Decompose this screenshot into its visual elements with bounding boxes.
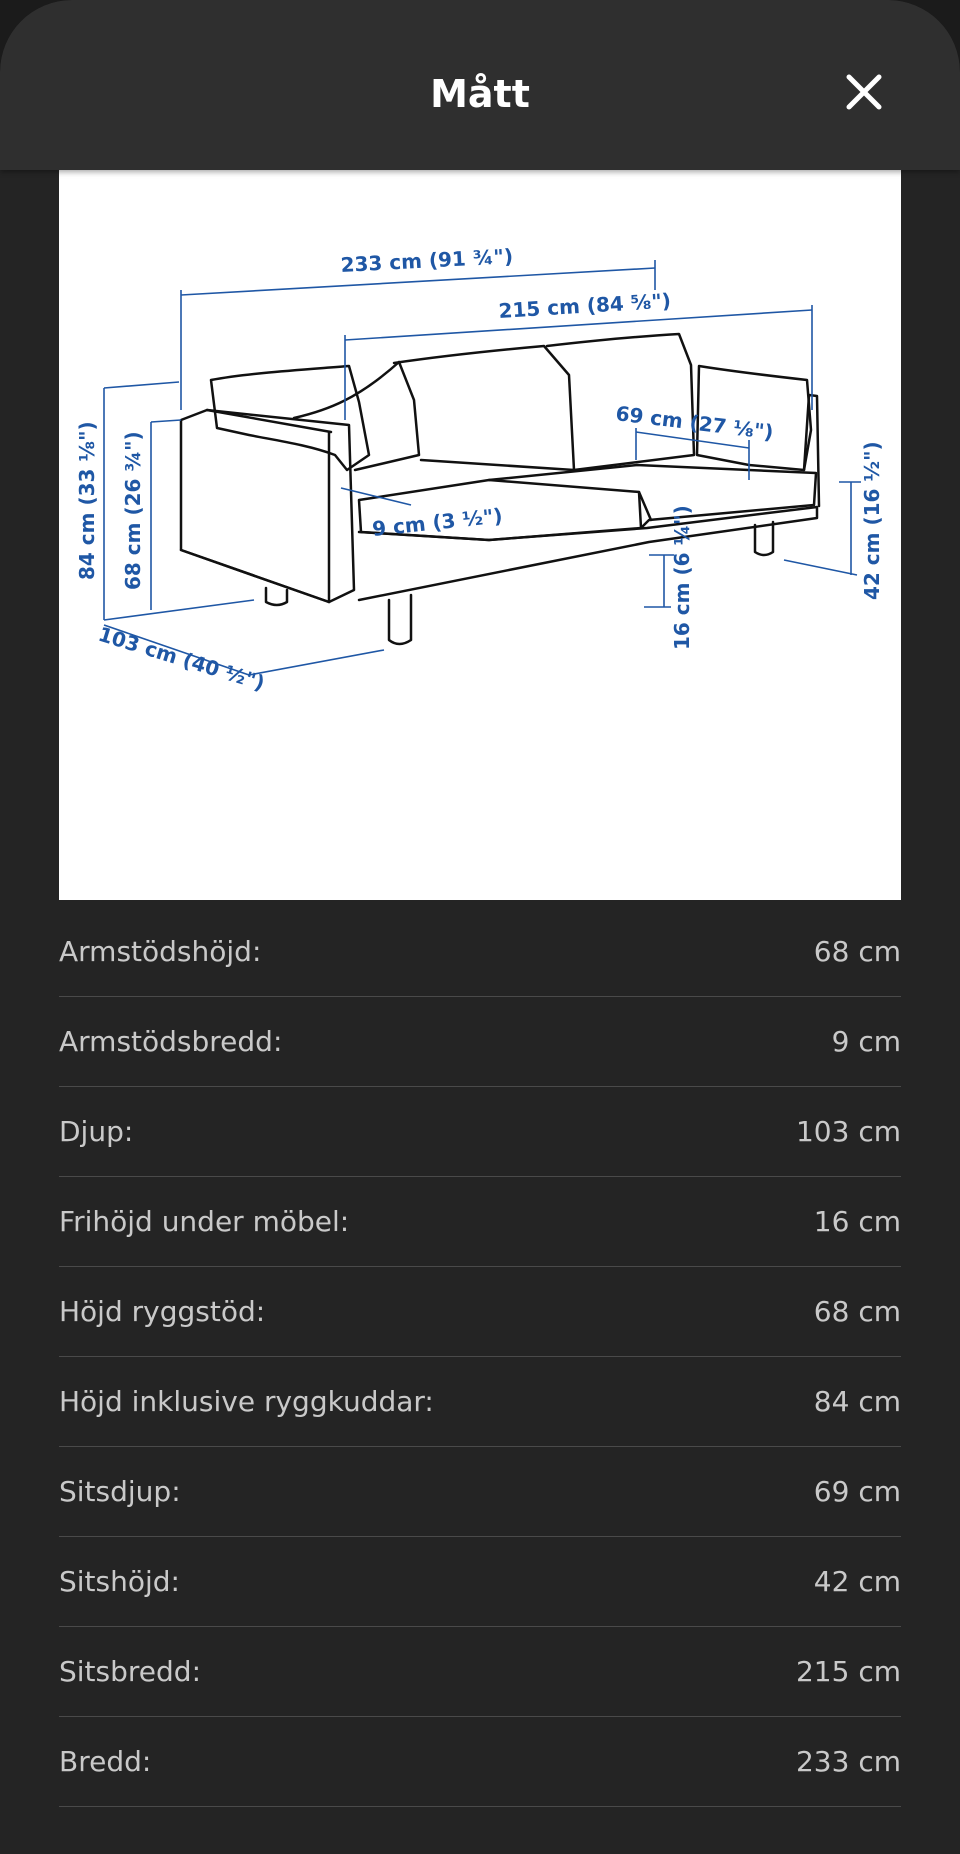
- spec-label: Frihöjd under möbel:: [59, 1205, 350, 1238]
- spec-row: [59, 1717, 901, 1807]
- spec-value: 215 cm: [795, 1655, 901, 1688]
- spec-row: [59, 1177, 901, 1267]
- dimension-lines: [104, 260, 861, 675]
- spec-label: Sitsbredd:: [59, 1655, 201, 1688]
- spec-label: Sitshöjd:: [59, 1565, 180, 1598]
- spec-row: [59, 1267, 901, 1357]
- sofa-outline: [181, 334, 819, 644]
- page-title: Mått: [430, 72, 530, 116]
- spec-row: [59, 1627, 901, 1717]
- label-armrest-height: 68 cm (26 ¾"): [121, 431, 145, 590]
- spec-label: Djup:: [59, 1115, 134, 1148]
- label-seat-width: 215 cm (84 ⅝"): [497, 288, 672, 323]
- spec-value: 68 cm: [813, 935, 901, 968]
- spec-label: Höjd inklusive ryggkuddar:: [59, 1385, 434, 1418]
- sofa-drawing: [59, 170, 901, 900]
- spec-row: [59, 1357, 901, 1447]
- spec-row: [59, 997, 901, 1087]
- label-armrest-width: 9 cm (3 ½"): [371, 503, 504, 541]
- spec-label: Armstödsbredd:: [59, 1025, 283, 1058]
- spec-value: 42 cm: [813, 1565, 901, 1598]
- spec-value: 103 cm: [795, 1115, 901, 1148]
- close-button[interactable]: [832, 60, 896, 124]
- close-icon: [832, 60, 896, 124]
- label-free-height: 16 cm (6 ¼"): [670, 505, 694, 650]
- spec-row: [59, 907, 901, 997]
- spec-value: 68 cm: [813, 1295, 901, 1328]
- dimension-spec-list: [59, 907, 901, 1807]
- spec-value: 9 cm: [831, 1025, 901, 1058]
- spec-row: [59, 1537, 901, 1627]
- sheet-header: [0, 0, 960, 170]
- label-total-height: 84 cm (33 ⅛"): [75, 421, 99, 580]
- label-seat-height: 42 cm (16 ½"): [860, 441, 884, 600]
- spec-value: 16 cm: [813, 1205, 901, 1238]
- spec-value: 84 cm: [813, 1385, 901, 1418]
- spec-value: 69 cm: [813, 1475, 901, 1508]
- spec-row: [59, 1087, 901, 1177]
- spec-label: Sitsdjup:: [59, 1475, 181, 1508]
- product-dimension-drawing: [59, 170, 901, 900]
- spec-value: 233 cm: [795, 1745, 901, 1778]
- label-depth: 103 cm (40 ½"): [95, 621, 268, 696]
- spec-label: Höjd ryggstöd:: [59, 1295, 266, 1328]
- label-total-width: 233 cm (91 ¾"): [340, 243, 514, 277]
- spec-row: [59, 1447, 901, 1537]
- spec-label: Armstödshöjd:: [59, 935, 262, 968]
- label-seat-depth: 69 cm (27 ⅛"): [614, 401, 775, 445]
- spec-label: Bredd:: [59, 1745, 152, 1778]
